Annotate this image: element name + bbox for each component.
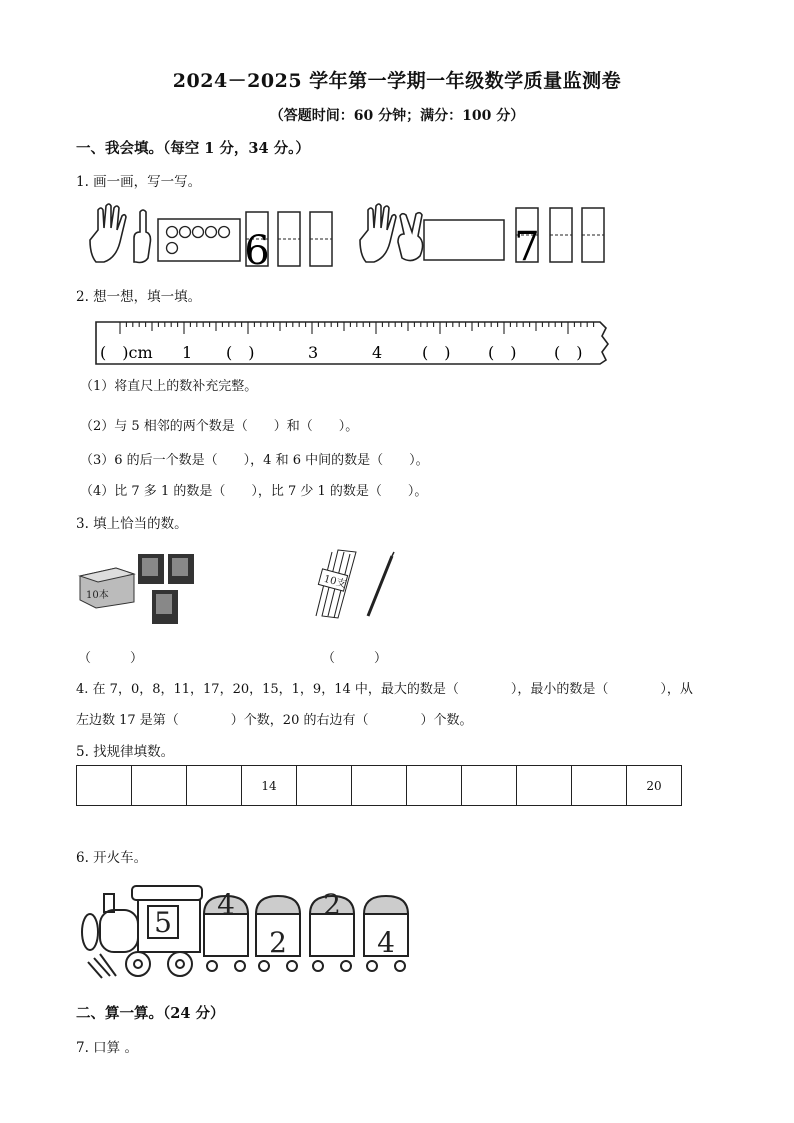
- ruler-label-0: ( )cm: [100, 343, 153, 362]
- pencil-bundle-icon: [316, 550, 356, 618]
- svg-text:6: 6: [244, 228, 270, 272]
- single-pencil-icon: [368, 552, 394, 616]
- sequence-table: [76, 765, 682, 806]
- ruler-label-6: ( ): [488, 343, 517, 362]
- ruler-label-5: ( ): [422, 343, 451, 362]
- section-heading-1: 一、我会填。（每空 1 分，34 分。）: [76, 140, 310, 157]
- sequence-cell[interactable]: [352, 766, 407, 806]
- sequence-cell: 20: [627, 766, 682, 806]
- train-figure: [80, 880, 420, 980]
- q2-item-4: （4）比 7 多 1 的数是（ ），比 7 少 1 的数是（ ）。: [80, 484, 428, 499]
- book-box-icon: [80, 568, 134, 608]
- question-6-label: 6. 开火车。: [76, 850, 148, 866]
- train-car-2: [256, 896, 300, 971]
- train-car-3: [310, 888, 354, 971]
- question-3-figure: [76, 546, 416, 630]
- sequence-cell[interactable]: [572, 766, 627, 806]
- writing-grid-2: [514, 208, 604, 270]
- ruler-label-7: ( ): [554, 343, 583, 362]
- one-finger-hand-icon: [134, 210, 151, 263]
- sequence-cell[interactable]: [187, 766, 242, 806]
- ruler-labels: [100, 343, 583, 362]
- table-row: [77, 766, 682, 806]
- sequence-cell: 14: [242, 766, 297, 806]
- svg-text:4: 4: [217, 888, 235, 921]
- book-icon: [138, 554, 194, 624]
- svg-text:2: 2: [269, 926, 287, 959]
- page-title: 2024－2025 学年第一学期一年级数学质量监测卷: [172, 70, 622, 92]
- svg-text:10本: 10本: [86, 590, 109, 601]
- two-finger-hand-icon: [398, 213, 423, 261]
- open-hand-icon-2: [360, 204, 396, 262]
- svg-text:10支: 10支: [322, 573, 348, 591]
- open-hand-icon: [90, 204, 126, 262]
- train-car-1: [204, 888, 248, 971]
- q2-item-2: （2）与 5 相邻的两个数是（ ）和（ ）。: [80, 419, 359, 434]
- train-engine-icon: [82, 886, 202, 978]
- train-car-4: [364, 896, 408, 971]
- sequence-cell[interactable]: [462, 766, 517, 806]
- question-2-label: 2. 想一想，填一填。: [76, 289, 202, 305]
- sequence-cell[interactable]: [132, 766, 187, 806]
- question-4-line-2: 左边数 17 是第（ ）个数，20 的右边有（ ）个数。: [76, 713, 473, 728]
- circles: [167, 227, 230, 254]
- ruler-label-1: 1: [182, 343, 193, 362]
- question-5-label: 5. 找规律填数。: [76, 744, 175, 760]
- sequence-cell[interactable]: [407, 766, 462, 806]
- question-7-label: 7. 口算 。: [76, 1040, 138, 1056]
- ruler-label-3: 3: [308, 343, 319, 362]
- sequence-cell[interactable]: [297, 766, 352, 806]
- q2-item-3: （3）6 的后一个数是（ ），4 和 6 中间的数是（ ）。: [80, 453, 429, 468]
- svg-text:4: 4: [377, 926, 395, 959]
- ruler-ticks: [120, 322, 594, 334]
- q3-blank-left: （ ）: [78, 651, 144, 666]
- question-4-line-1: 4. 在 7，0，8，11，17，20，15，1，9，14 中，最大的数是（ ），最小的数是（ ），从: [76, 682, 693, 697]
- ten-frame-box: [158, 219, 240, 261]
- page-subtitle: （答题时间：60 分钟；满分：100 分）: [269, 108, 525, 124]
- svg-text:7: 7: [514, 224, 540, 270]
- sequence-cell[interactable]: [517, 766, 572, 806]
- svg-text:2: 2: [323, 888, 341, 921]
- writing-grid-1: [244, 212, 332, 272]
- empty-draw-box: [424, 220, 504, 260]
- sequence-cell[interactable]: [77, 766, 132, 806]
- q2-item-1: （1）将直尺上的数补充完整。: [80, 379, 258, 394]
- engine-number: 5: [154, 906, 172, 939]
- q3-blank-right: （ ）: [322, 651, 388, 666]
- ruler-label-2: ( ): [226, 343, 255, 362]
- question-3-label: 3. 填上恰当的数。: [76, 516, 188, 532]
- question-1-label: 1. 画一画，写一写。: [76, 174, 202, 190]
- section-heading-2: 二、算一算。（24 分）: [76, 1005, 225, 1022]
- question-1-figure: [84, 200, 614, 272]
- ruler-label-4: 4: [372, 343, 383, 362]
- ruler: [90, 316, 620, 368]
